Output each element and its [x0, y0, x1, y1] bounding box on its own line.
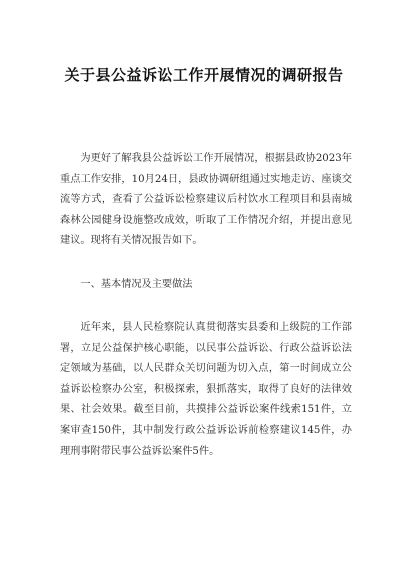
intro-paragraph: 为更好了解我县公益诉讼工作开展情况，根据县政协2023年重点工作安排，10月24日，县政协调研组通过实地走访、座谈交流等方式，查看了公益诉讼检察建议后村饮水工程项目和县南城森林公园健身设施整改成效，听取了工作情况介绍，并提出意见建议。现将有关情况报告如下。: [60, 153, 352, 247]
section-heading: 一、基本情况及主要做法: [80, 279, 193, 290]
section-body-paragraph: 近年来，县人民检察院认真贯彻落实县委和上级院的工作部署，立足公益保护核心职能，以民事公益诉讼、行政公益诉讼法定领域为基础，以人民群众关切问题为切入点，第一时间成立公益诉讼检察办公室，积极探索，狠抓落实，取得了良好的法律效果、社会效果。截至目前，共摸排公益诉讼案件线索151件，立案审查150件，其中制发行政公益诉讼诉前检察建议145件，办理刑事附带民事公益诉讼案件5件。: [60, 322, 352, 457]
document-title: 关于县公益诉讼工作开展情况的调研报告: [64, 66, 344, 84]
